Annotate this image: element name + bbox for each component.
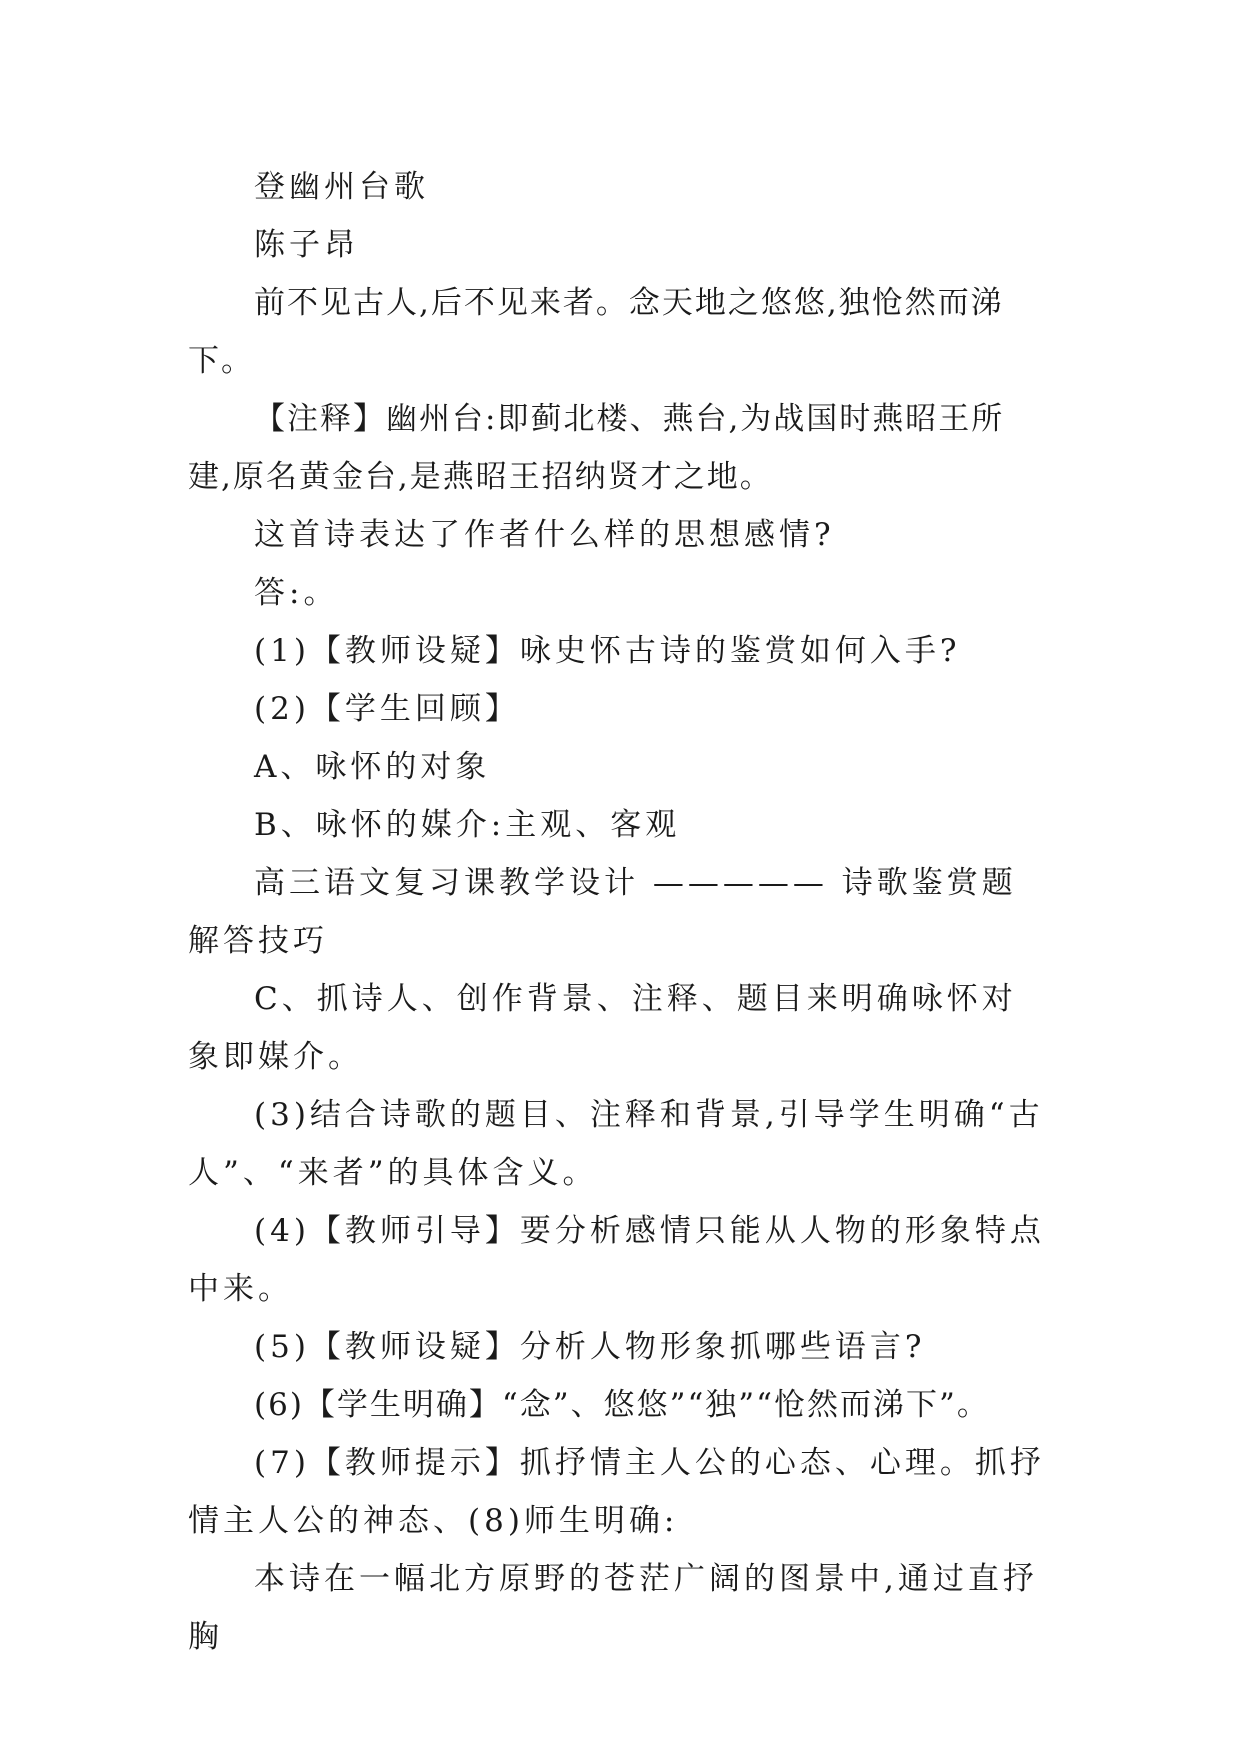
question-paragraph: 这首诗表达了作者什么样的思想感情? bbox=[254, 517, 835, 553]
step-1-paragraph: (1)【教师设疑】咏史怀古诗的鉴赏如何入手? bbox=[254, 633, 961, 669]
step-6-paragraph: (6)【学生明确】“念”、悠悠”“独”“怆然而涕下”。 bbox=[254, 1387, 990, 1423]
item-c-paragraph: C、抓诗人、创作背景、注释、题目来明确咏怀对象即媒介。 bbox=[188, 981, 1017, 1075]
step-2-paragraph: (2)【学生回顾】 bbox=[254, 691, 520, 727]
step-5-paragraph: (5)【教师设疑】分析人物形象抓哪些语言? bbox=[254, 1329, 926, 1365]
section-heading-paragraph: 高三语文复习课教学设计 ————— 诗歌鉴赏题解答技巧 bbox=[188, 865, 1017, 959]
step-4-paragraph: (4)【教师引导】要分析感情只能从人物的形象特点中来。 bbox=[188, 1213, 1045, 1307]
conclusion-paragraph: 本诗在一幅北方原野的苍茫广阔的图景中,通过直抒胸 bbox=[188, 1561, 1038, 1655]
document-page bbox=[188, 158, 1048, 1666]
step-3-paragraph: (3)结合诗歌的题目、注释和背景,引导学生明确“古人”、“来者”的具体含义。 bbox=[188, 1097, 1044, 1191]
poem-title: 登幽州台歌 bbox=[254, 169, 429, 205]
poem-author: 陈子昂 bbox=[254, 227, 359, 263]
step-7-paragraph: (7)【教师提示】抓抒情主人公的心态、心理。抓抒情主人公的神态、(8)师生明确: bbox=[188, 1445, 1045, 1539]
item-a-paragraph: A、咏怀的对象 bbox=[254, 749, 491, 785]
poem-text: 前不见古人,后不见来者。念天地之悠悠,独怆然而涕下。 bbox=[188, 285, 1004, 379]
answer-paragraph: 答:。 bbox=[254, 575, 339, 611]
annotation-paragraph: 【注释】幽州台:即蓟北楼、燕台,为战国时燕昭王所建,原名黄金台,是燕昭王招纳贤才之地。 bbox=[188, 401, 1005, 495]
item-b-paragraph: B、咏怀的媒介:主观、客观 bbox=[254, 807, 681, 843]
